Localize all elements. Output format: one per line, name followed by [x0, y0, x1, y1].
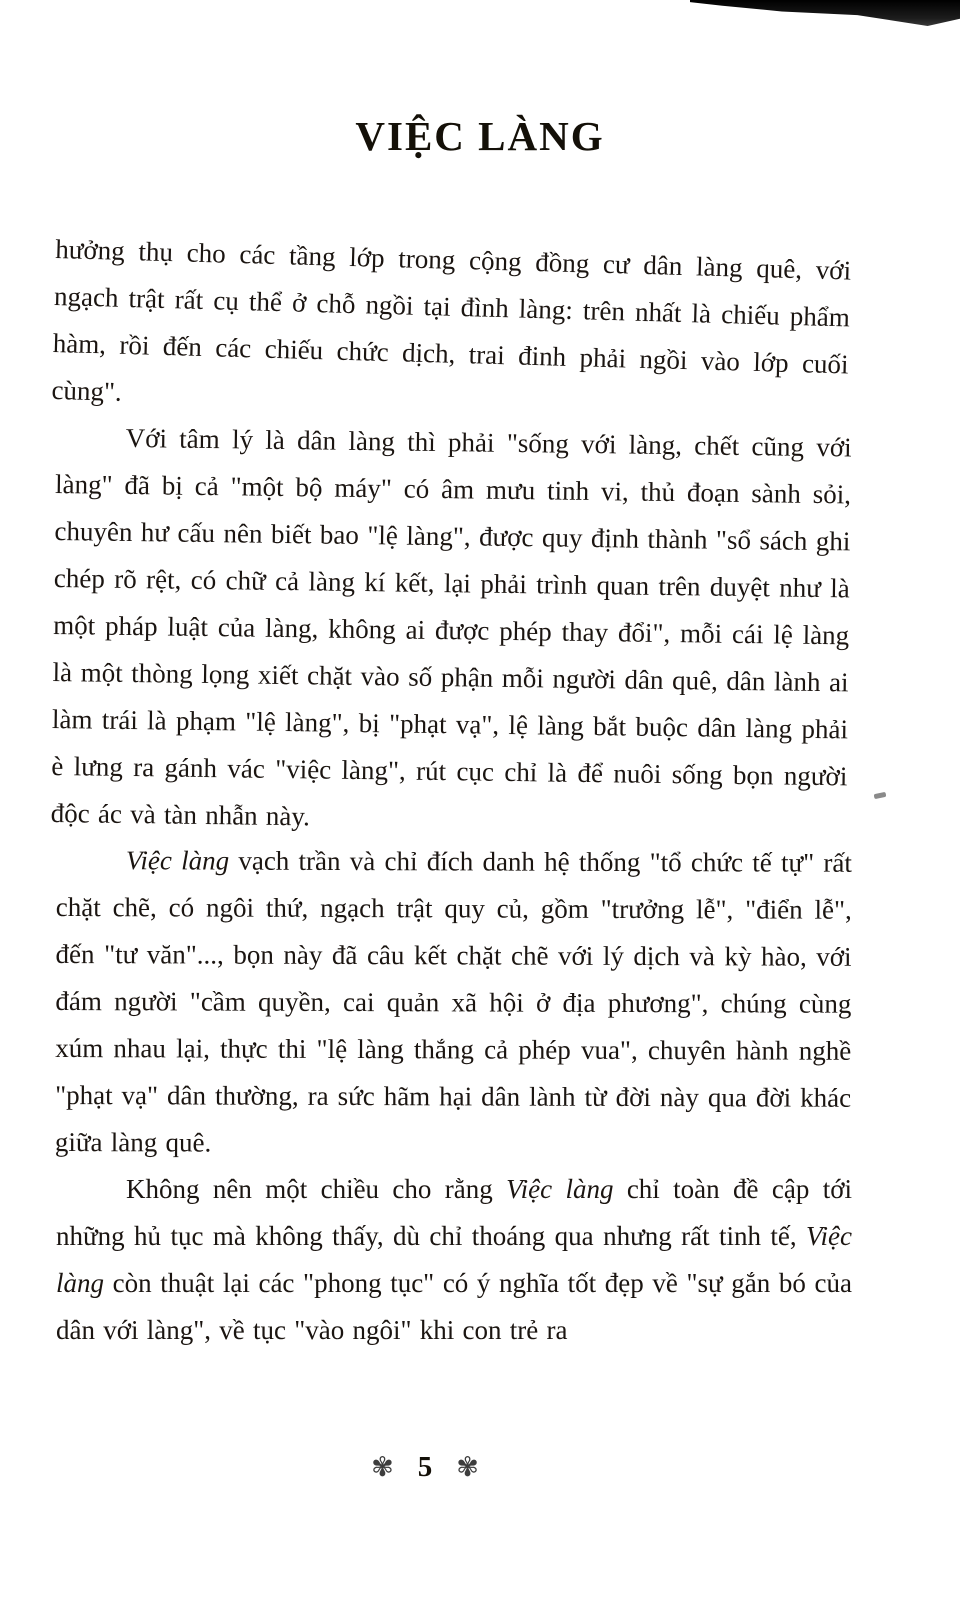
page-number: 5: [417, 1451, 433, 1483]
flower-ornament-icon: ✾: [456, 1452, 479, 1483]
page-title: VIỆC LÀNG: [355, 113, 605, 159]
paragraph: [56, 1166, 852, 1354]
scan-artifact-corner: [690, 0, 960, 26]
paragraph: [51, 226, 852, 435]
book-title-italic: Việc làng: [506, 1174, 614, 1204]
flower-ornament-icon: ✾: [371, 1452, 394, 1483]
text-run: vạch trần và chỉ đích danh hệ thống "tổ chức tế tự" rất chặt chẽ, có ngôi thứ, ngạch trật quy củ, gồm "trưởng lễ", "điển lễ", đến "tư văn"..., bọn này đã câu kết chặt chẽ với lý dịch và kỳ hào, với đám người "cầm quyền, cai quản xã hội ở địa phương", chúng cùng xúm nhau lại, thực thi "lệ làng thắng cả phép vua", chuyên hành nghề "phạt vạ" dân thường, ra sức hãm hại dân lành từ đời này qua đời khác giữa làng quê.: [54, 845, 852, 1158]
text-run: Không nên một chiều cho rằng: [126, 1174, 507, 1204]
book-title-italic: Việc làng: [56, 1221, 852, 1298]
page-footer: [0, 1451, 850, 1484]
paragraph: [55, 837, 852, 1169]
paragraph: [50, 414, 851, 847]
text-run: hưởng thụ cho các tầng lớp trong cộng đồng cư dân làng quê, với ngạch trật rất cụ thể ở chỗ ngồi tại đình làng: trên nhất là chiếu phẩm hàm, rồi đến các chiếu chức dịch, trai đinh phải ngồi vào lớp cuối cùng".: [51, 233, 852, 407]
text-run: Với tâm lý là dân làng thì phải "sống với làng, chết cũng với làng" đã bị cả "một bộ máy" có âm mưu tinh vi, thủ đoạn sành sỏi, chuyên hư cấu nên biết bao "lệ làng", được quy định thành "sổ sách ghi chép rõ rệt, có chữ cả làng kí kết, lại phải trình quan trên duyệt như là một pháp luật của làng, không ai được phép thay đổi", mỗi cái lệ làng là một thòng lọng xiết chặt vào số phận mỗi người dân quê, dân lành ai làm trái là phạm "lệ làng", bị "phạt vạ", lệ làng bắt buộc dân làng phải è lưng ra gánh vác "việc làng", rút cục chỉ là để nuôi sống bọn người độc ác và tàn nhẫn này.: [50, 422, 852, 832]
text-run: chỉ toàn đề cập tới những hủ tục mà không thấy, dù chỉ thoáng qua nhưng rất tinh tế,: [56, 1174, 852, 1251]
text-run: còn thuật lại các "phong tục" có ý nghĩa tốt đẹp về "sự gắn bó của dân với làng", về tục "vào ngôi" khi con trẻ ra: [56, 1268, 852, 1345]
page-body: [0, 226, 960, 1354]
book-title-italic: Việc làng: [125, 845, 230, 876]
